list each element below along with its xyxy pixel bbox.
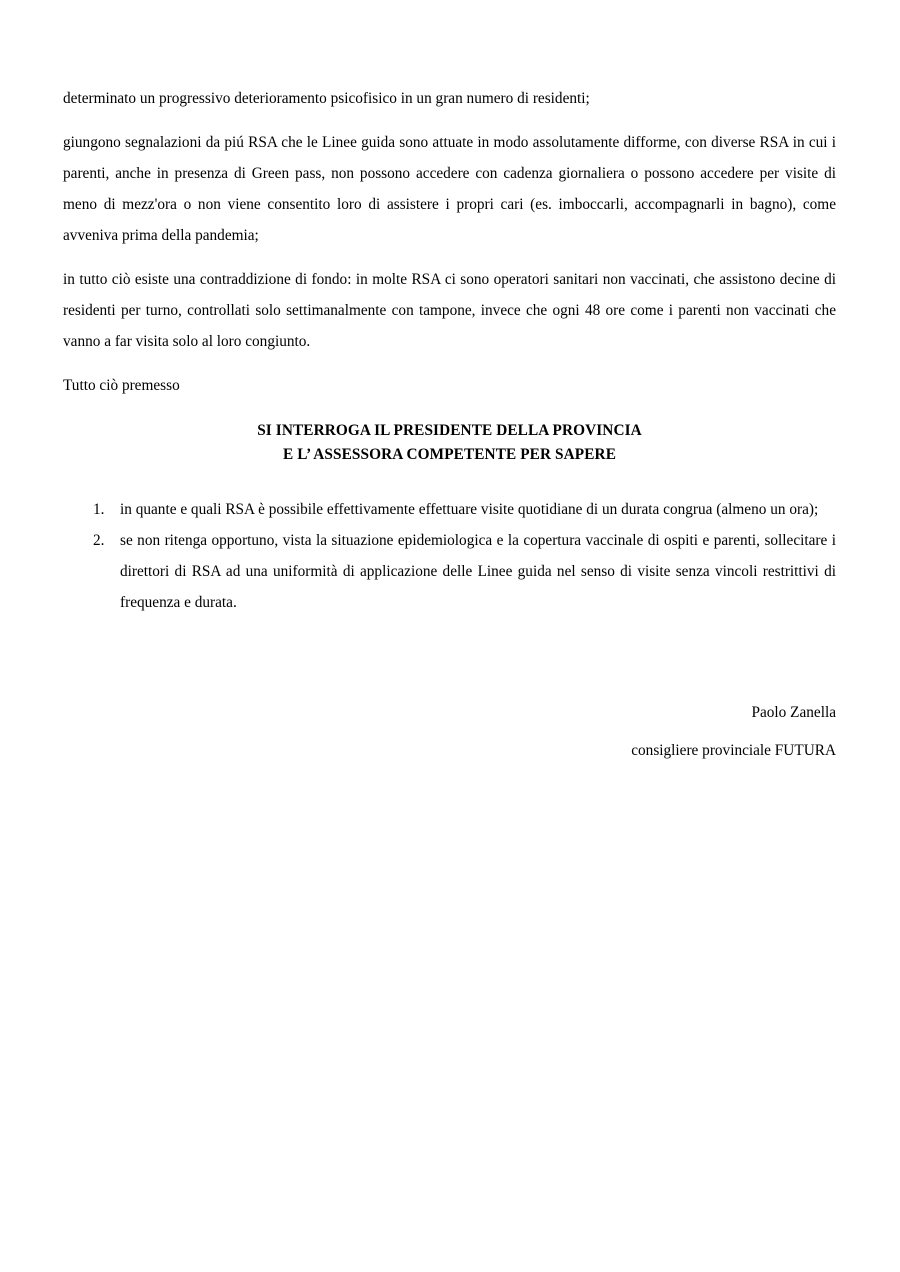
list-item [63, 494, 836, 525]
document-content [63, 83, 836, 770]
list-item-text: se non ritenga opportuno, vista la situazione epidemiologica e la copertura vaccinale di ospiti e parenti, sollecitare i direttori di RSA ad una uniformità di applicazione delle Linee guida nel senso di visite senza vincoli restrittivi di frequenza e durata. [120, 532, 836, 611]
paragraph-2: giungono segnalazioni da piú RSA che le Linee guida sono attuate in modo assolutamente difforme, con diverse RSA in cui i parenti, anche in presenza di Green pass, non possono accedere con cadenza giornaliera o possono accedere per visite di meno di mezz'ora o non viene consentito loro di assistere i propri cari (es. imboccarli, accompagnarli in bagno), come avveniva prima della pandemia; [63, 134, 836, 244]
signature-name: Paolo Zanella [751, 704, 836, 721]
paragraph-4-premise: Tutto ciò premesso [63, 377, 180, 394]
questions-list [63, 494, 836, 618]
list-item-marker: 1. [93, 501, 105, 518]
heading-line-2: E L’ ASSESSORA COMPETENTE PER SAPERE [283, 446, 616, 463]
heading-line-1: SI INTERROGA IL PRESIDENTE DELLA PROVINCIA [257, 422, 642, 439]
signature-role: consigliere provinciale FUTURA [631, 742, 836, 759]
paragraph-1: determinato un progressivo deterioramento psicofisico in un gran numero di residenti; [63, 90, 590, 107]
signature-block [63, 694, 836, 770]
list-item [63, 525, 836, 618]
list-item-marker: 2. [93, 532, 105, 549]
interrogation-heading [63, 419, 836, 467]
list-item-text: in quante e quali RSA è possibile effettivamente effettuare visite quotidiane di un durata congrua (almeno un ora); [120, 501, 819, 518]
paragraph-3: in tutto ciò esiste una contraddizione di fondo: in molte RSA ci sono operatori sanitari non vaccinati, che assistono decine di residenti per turno, controllati solo settimanalmente con tampone, invece che ogni 48 ore come i parenti non vaccinati che vanno a far visita solo al loro congiunto. [63, 271, 836, 350]
